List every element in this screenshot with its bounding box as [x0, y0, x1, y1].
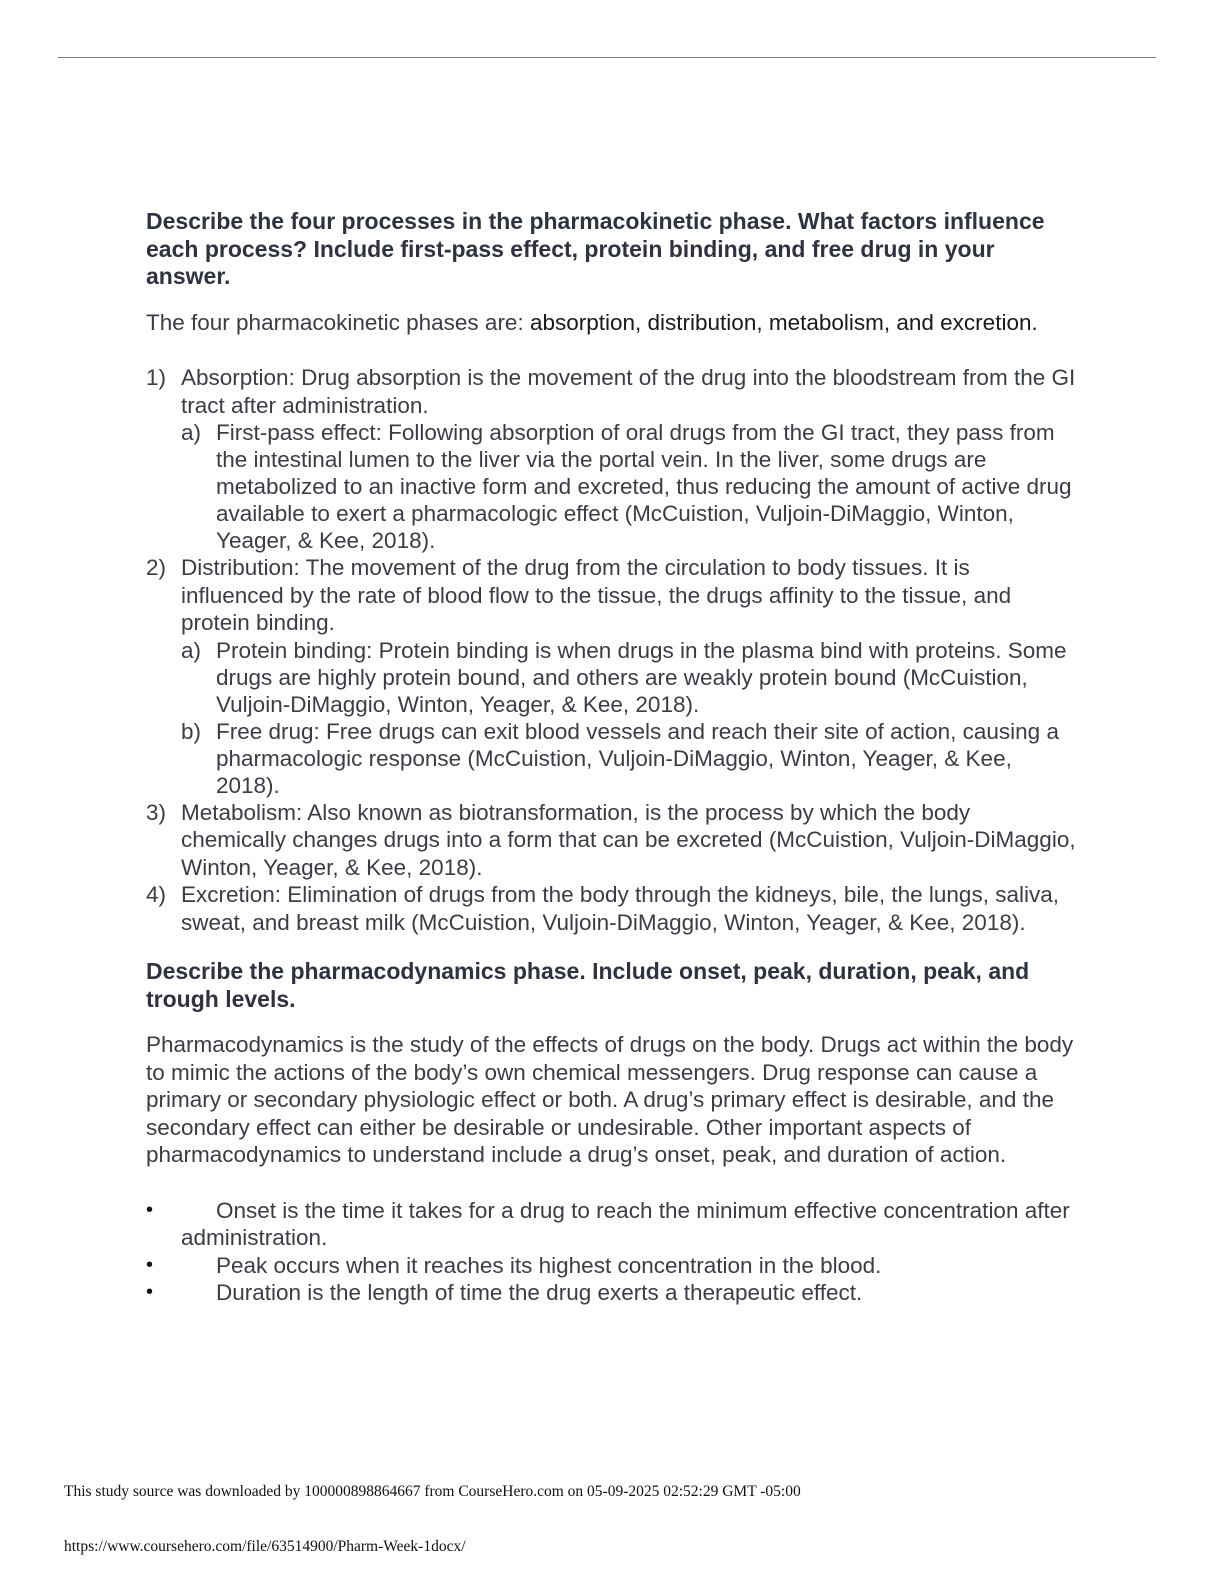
sub-list-item: [146, 718, 1076, 799]
download-note: This study source was downloaded by 100000898864667 from CourseHero.com on 05-09-2025 02:52:29 GMT -05:00: [64, 1483, 801, 1500]
bullet-dot: •: [146, 1198, 154, 1221]
sub-list-item-text: First-pass effect: Following absorption of oral drugs from the GI tract, they pass from the intestinal lumen to the liver via the portal vein. In the liver, some drugs are metabolized to an inactive form and excreted, thus reducing the amount of active drug available to exert a pharmacologic effect (McCuistion, Vuljoin-DiMaggio, Winton, Yeager, & Kee, 2018).: [216, 420, 1072, 553]
list-number: 3): [146, 799, 167, 825]
pd-paragraph: Pharmacodynamics is the study of the effects of drugs on the body. Drugs act within the body to mimic the actions of the body’s own chemical messengers. Drug response can cause a primary or secondary physiologic effect or both. A drug’s primary effect is desirable, and the secondary effect can either be desirable or undesirable. Other important aspects of pharmacodynamics to understand include a drug’s onset, peak, and duration of action.: [146, 1032, 1074, 1167]
list-item: [146, 554, 1076, 637]
list-item: [146, 881, 1076, 936]
question-1-heading: Describe the four processes in the pharmacokinetic phase. What factors influence each process? Include first-pass effect, protein binding, and free drug in your answer.: [146, 208, 1045, 289]
bullet-text: Duration is the length of time the drug exerts a therapeutic effect.: [216, 1280, 863, 1305]
sub-list-item-text: Free drug: Free drugs can exit blood vessels and reach their site of action, causing a pharmacologic response (McCuistion, Vuljoin-DiMaggio, Winton, Yeager, & Kee, 2018).: [216, 718, 1059, 798]
bullet-text: Peak occurs when it reaches its highest concentration in the blood.: [216, 1252, 882, 1278]
sub-list-item: [146, 419, 1076, 554]
list-number: 1): [146, 365, 167, 390]
list-item: [146, 1279, 1076, 1307]
list-number: 2): [146, 555, 167, 580]
list-item: [146, 1197, 1076, 1252]
list-item: [146, 364, 1076, 419]
list-item-text: Absorption: Drug absorption is the movement of the drug into the bloodstream from the GI tract after administration.: [181, 365, 1076, 418]
pk-intro-prefix: The four pharmacokinetic phases are:: [146, 309, 530, 335]
bullet-text: Onset is the time it takes for a drug to reach the minimum effective concentration after administration.: [181, 1197, 1070, 1250]
question-2-heading: Describe the pharmacodynamics phase. Include onset, peak, duration, peak, and trough levels.: [146, 958, 1030, 1012]
source-url-link[interactable]: https://www.coursehero.com/file/63514900/Pharm-Week-1docx/: [64, 1538, 466, 1555]
sub-list-letter: a): [181, 420, 202, 445]
bullet-dot: •: [146, 1253, 154, 1276]
pk-process-list: [146, 364, 1076, 936]
top-divider: [58, 57, 1156, 58]
sub-list-item-text: Protein binding: Protein binding is when drugs in the plasma bind with proteins. Some drugs are highly protein bound, and others are weakly protein bound (McCuistion, Vuljoin-DiMaggio, Winton, Yeager, & Kee, 2018).: [216, 637, 1067, 717]
list-item-text: Metabolism: Also known as biotransformation, is the process by which the body chemically changes drugs into a form that can be excreted (McCuistion, Vuljoin-DiMaggio, Winton, Yeager, & Kee, 2018).: [181, 799, 1076, 880]
document-body: [146, 208, 1076, 1307]
pd-bullet-list: [146, 1197, 1076, 1307]
pk-intro: [146, 309, 1076, 337]
list-number: 4): [146, 882, 167, 907]
sub-list-item: [146, 637, 1076, 718]
pk-intro-phases: absorption, distribution, metabolism, and excretion.: [529, 309, 1038, 335]
sub-list-letter: b): [181, 718, 202, 744]
list-item: [146, 1252, 1076, 1280]
list-item: [146, 799, 1076, 882]
list-item-text: Excretion: Elimination of drugs from the body through the kidneys, bile, the lungs, saliva, sweat, and breast milk (McCuistion, Vuljoin-DiMaggio, Winton, Yeager, & Kee, 2018).: [181, 882, 1059, 935]
sub-list-letter: a): [181, 637, 202, 663]
list-item-text: Distribution: The movement of the drug from the circulation to body tissues. It is influenced by the rate of blood flow to the tissue, the drugs affinity to the tissue, and protein binding.: [181, 555, 1012, 635]
bullet-dot: •: [146, 1281, 154, 1303]
